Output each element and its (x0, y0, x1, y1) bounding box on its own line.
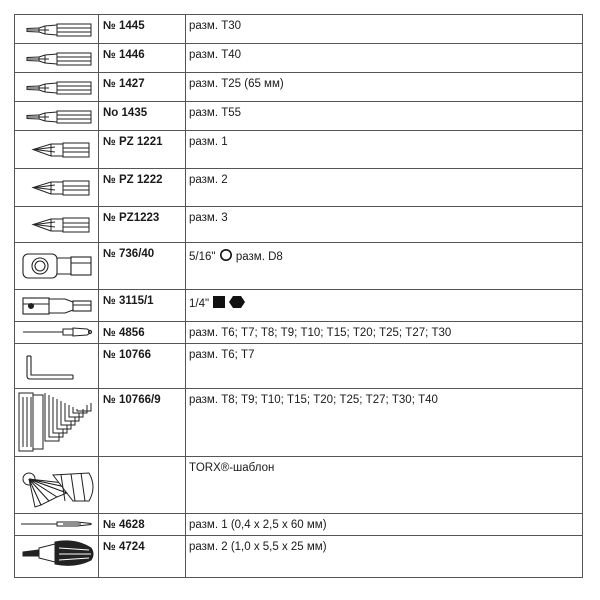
hexagon-symbol-icon (229, 295, 245, 309)
bit-torx-icon (15, 73, 99, 102)
drive-size-text: 1/4" (189, 298, 210, 310)
table-row (15, 169, 583, 207)
item-code (99, 457, 186, 514)
item-description: разм. 3 (186, 207, 583, 243)
item-description: TORX®-шаблон (186, 457, 583, 514)
drive-size-text: 5/16" (189, 251, 216, 263)
table-row (15, 290, 583, 322)
item-code: № 4724 (99, 536, 186, 578)
table-row (15, 514, 583, 536)
bit-holder-screwdriver-icon (15, 322, 99, 344)
table-row (15, 457, 583, 514)
item-description: разм. Т6; Т7; Т8; Т9; Т10; Т15; Т20; Т25; Т27; Т30 (186, 322, 583, 344)
table-row (15, 131, 583, 169)
slim-screwdriver-icon (15, 514, 99, 536)
item-code: № 4856 (99, 322, 186, 344)
item-code: № 3115/1 (99, 290, 186, 322)
stubby-screwdriver-icon (15, 536, 99, 578)
l-key-set-icon (15, 389, 99, 457)
torx-gauge-fan-icon (15, 457, 99, 514)
item-code: № 4628 (99, 514, 186, 536)
item-description: разм. Т8; Т9; Т10; Т15; Т20; Т25; Т27; Т30; Т40 (186, 389, 583, 457)
bit-torx-icon (15, 44, 99, 73)
item-code: № 1446 (99, 44, 186, 73)
square-symbol-icon (212, 295, 226, 309)
item-description (186, 243, 583, 290)
item-description: разм. Т55 (186, 102, 583, 131)
item-code: № 10766 (99, 344, 186, 389)
l-key-icon (15, 344, 99, 389)
table-row (15, 73, 583, 102)
item-code: № PZ1223 (99, 207, 186, 243)
tool-list-table (14, 14, 583, 578)
bit-pozidriv-icon (15, 207, 99, 243)
item-description: разм. 1 (186, 131, 583, 169)
item-code: № 1427 (99, 73, 186, 102)
size-text: разм. D8 (235, 251, 283, 263)
table-row (15, 322, 583, 344)
table-row (15, 536, 583, 578)
table-row (15, 207, 583, 243)
table-row (15, 243, 583, 290)
bit-pozidriv-icon (15, 131, 99, 169)
bit-torx-icon (15, 15, 99, 44)
table-row (15, 344, 583, 389)
table-row (15, 102, 583, 131)
item-code: № PZ 1221 (99, 131, 186, 169)
item-description: разм. Т30 (186, 15, 583, 44)
bit-torx-icon (15, 102, 99, 131)
item-description: разм. Т40 (186, 44, 583, 73)
item-code: № PZ 1222 (99, 169, 186, 207)
item-description: разм. Т25 (65 мм) (186, 73, 583, 102)
bit-pozidriv-icon (15, 169, 99, 207)
item-code: № 736/40 (99, 243, 186, 290)
table-row (15, 44, 583, 73)
table-row (15, 389, 583, 457)
ring-adapter-icon (15, 243, 99, 290)
item-code: No 1435 (99, 102, 186, 131)
item-description: разм. 2 (186, 169, 583, 207)
item-description: разм. 1 (0,4 x 2,5 x 60 мм) (186, 514, 583, 536)
table-row (15, 15, 583, 44)
item-description: разм. Т6; Т7 (186, 344, 583, 389)
item-code: № 1445 (99, 15, 186, 44)
ring-symbol-icon (219, 248, 233, 262)
square-drive-adapter-icon (15, 290, 99, 322)
item-description: разм. 2 (1,0 x 5,5 x 25 мм) (186, 536, 583, 578)
item-code: № 10766/9 (99, 389, 186, 457)
item-description (186, 290, 583, 322)
